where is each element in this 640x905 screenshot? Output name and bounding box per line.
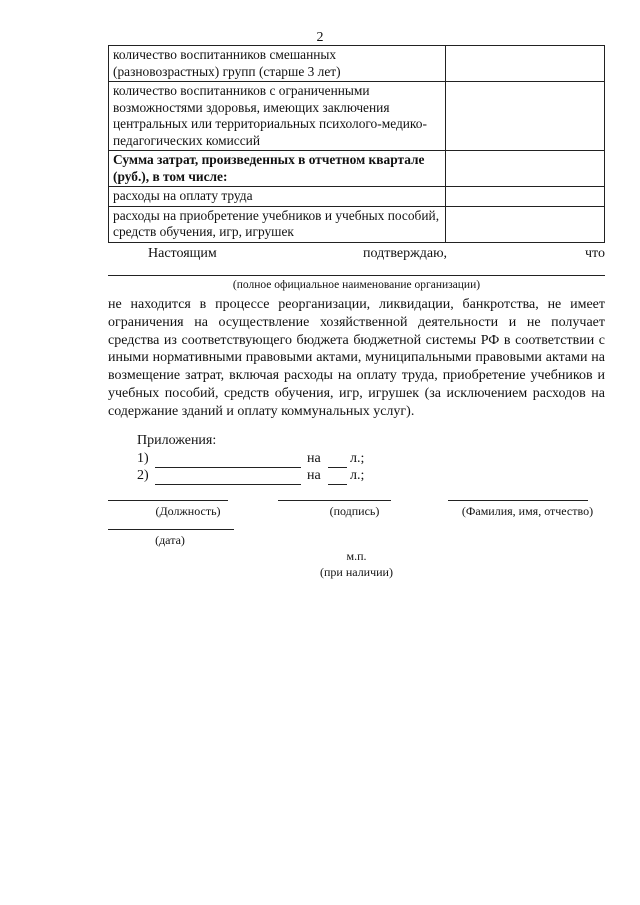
- confirm-word: Настоящим: [148, 246, 217, 261]
- attachment-sheets-line: [328, 484, 347, 485]
- sign-line: [278, 500, 391, 501]
- expenses-table: [108, 45, 605, 243]
- table-cell-label: количество воспитанников смешанных (разновозрастных) групп (старше 3 лет): [109, 46, 446, 82]
- attachments-title: Приложения:: [137, 433, 217, 448]
- page-number: 2: [316, 30, 324, 45]
- stamp-note: (при наличии): [320, 565, 393, 579]
- attachment-name-line: [155, 484, 301, 485]
- org-caption: (полное официальное наименование организации): [232, 279, 481, 291]
- declaration-text: [108, 296, 605, 421]
- table-row: [109, 187, 605, 207]
- table-cell-label: расходы на приобретение учебников и учебных пособий, средств обучения, игр, игрушек: [109, 206, 446, 242]
- confirm-word: подтверждаю,: [363, 246, 448, 261]
- table-row: [109, 46, 605, 82]
- name-caption: (Фамилия, имя, отчество): [461, 504, 594, 518]
- table-cell-value: [446, 46, 605, 82]
- attachment-sheets: л.;: [350, 468, 365, 483]
- date-caption: (дата): [155, 533, 185, 547]
- attachment-num: 2): [137, 468, 149, 483]
- name-line: [448, 500, 588, 501]
- confirm-word: что: [585, 246, 605, 261]
- position-line: [108, 500, 228, 501]
- date-line: [108, 529, 234, 530]
- table-cell-value: [446, 82, 605, 151]
- table-cell-value: [446, 206, 605, 242]
- table-cell-value: [446, 187, 605, 207]
- sign-caption: (подпись): [329, 504, 380, 518]
- position-caption: (Должность): [155, 504, 221, 518]
- table-row: [109, 151, 605, 187]
- table-cell-label: Сумма затрат, произведенных в отчетном квартале (руб.), в том числе:: [109, 151, 446, 187]
- table-cell-value: [446, 151, 605, 187]
- attachment-num: 1): [137, 451, 149, 466]
- declaration-paragraph: не находится в процессе реорганизации, ликвидации, банкротства, не имеет ограничения на осуществление хозяйственной деятельности и не получает средства из соответствующего бюджета бюджетной системы РФ в соответствии с иными нормативными правовыми актами, муниципальными правовыми актами на возмещение затрат, включая расходы на оплату труда, приобретение учебников и учебных пособий, средств обучения, игр, игрушек (за исключением расходов на содержание зданий и оплату коммунальных услуг).: [108, 297, 605, 419]
- attachment-sheets-line: [328, 467, 347, 468]
- attachment-name-line: [155, 467, 301, 468]
- attachment-on: на: [307, 451, 321, 466]
- org-name-line: [108, 275, 605, 276]
- attachment-on: на: [307, 468, 321, 483]
- table-row: [109, 82, 605, 151]
- attachment-sheets: л.;: [350, 451, 365, 466]
- table-row: [109, 206, 605, 242]
- stamp-mark: м.п.: [346, 549, 367, 563]
- table-cell-label: расходы на оплату труда: [109, 187, 446, 207]
- table-cell-label: количество воспитанников с ограниченными возможностями здоровья, имеющих заключения центральных или территориальных психолого-медико-педагогических комиссий: [109, 82, 446, 151]
